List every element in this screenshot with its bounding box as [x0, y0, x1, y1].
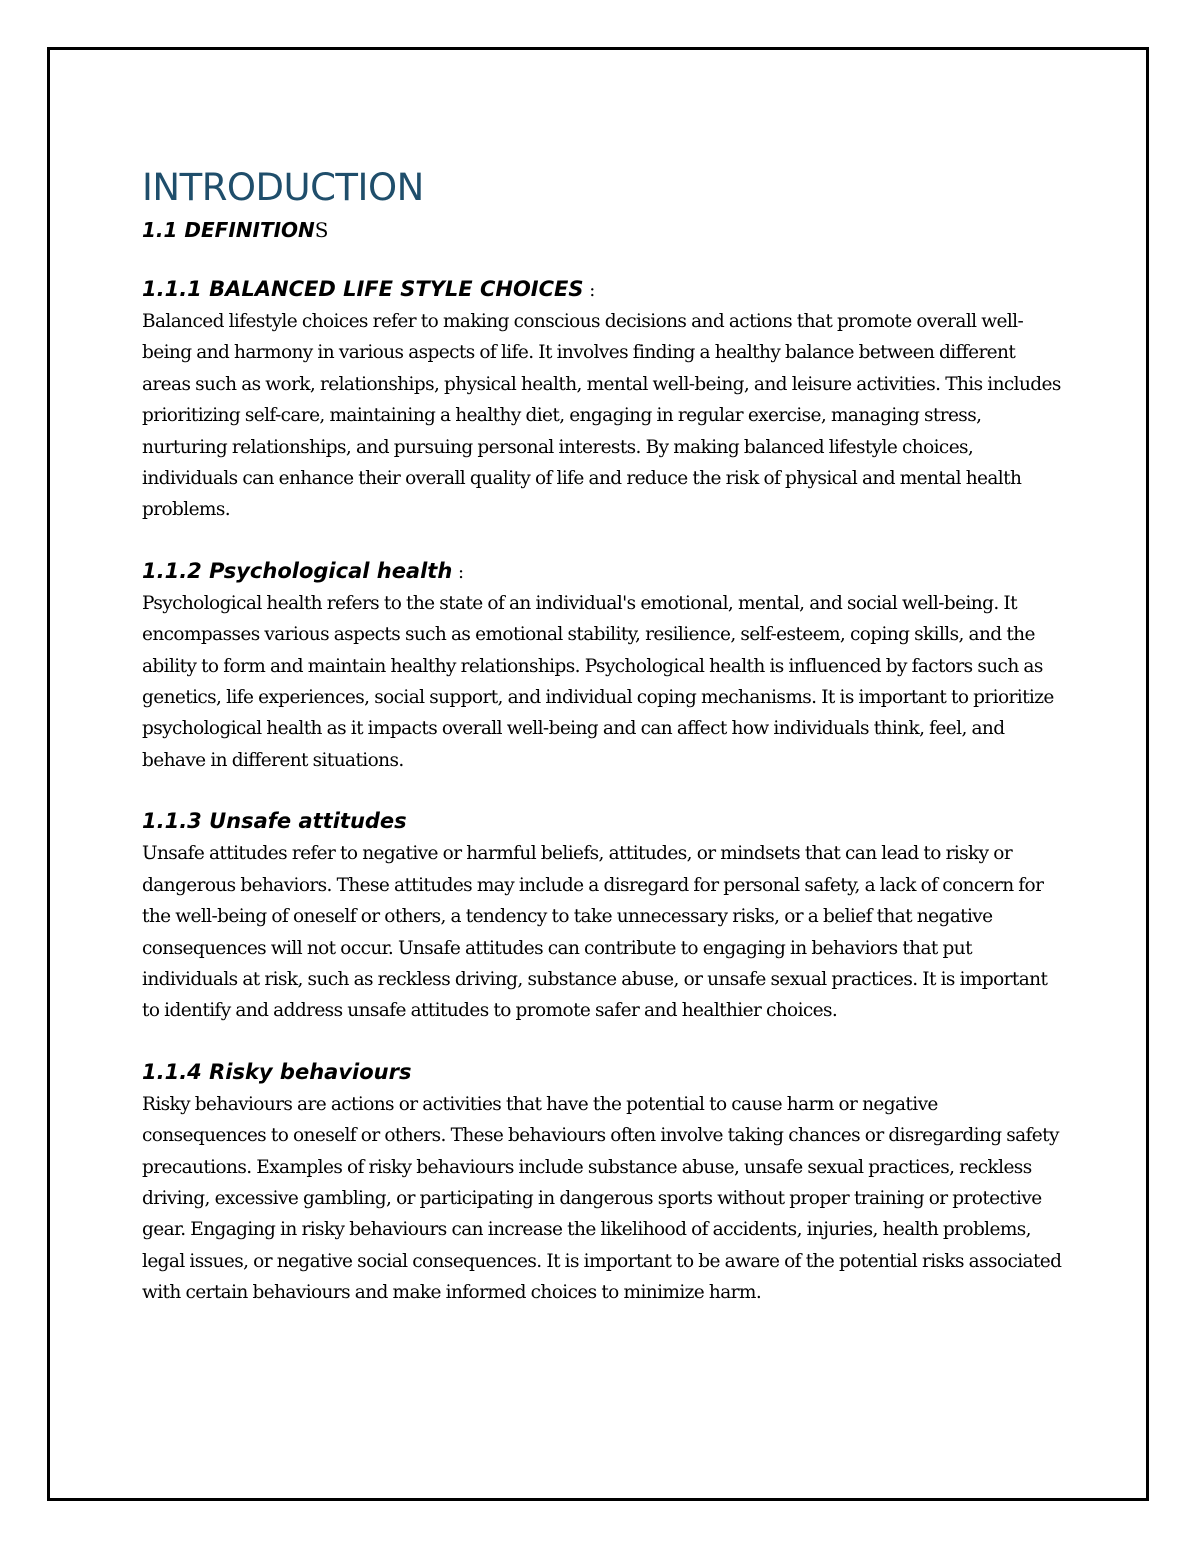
- subsection-paragraph: Risky behaviours are actions or activities that have the potential to cause harm or negative consequences to oneself or others. These behaviours often involve taking chances or disregarding safety precautions. Examples of risky behaviours include substance abuse, unsafe sexual practices, reckless driving, excessive gambling, or participating in dangerous sports without proper training or protective gear. Engaging in risky behaviours can increase the likelihood of accidents, injuries, health problems, legal issues, or negative social consequences. It is important to be aware of the potential risks associated with certain behaviours and make informed choices to minimize harm.: [142, 1093, 1062, 1304]
- heading-colon: :: [452, 561, 465, 583]
- subsection-heading: [142, 556, 1062, 588]
- subsection-heading: [142, 806, 1062, 838]
- document-content: [142, 168, 1062, 1309]
- subsection-heading-text: 1.1.2 Psychological health: [142, 558, 453, 583]
- section-heading: [142, 216, 1062, 244]
- subsection-paragraph: Psychological health refers to the state of an individual's emotional, mental, and social well-being. It encompasses various aspects such as emotional stability, resilience, self-esteem, coping skills, and the ability to form and maintain healthy relationships. Psychological health is influenced by factors such as genetics, life experiences, social support, and individual coping mechanisms. It is important to prioritize psychological health as it impacts overall well-being and can affect how individuals think, feel, and behave in different situations.: [142, 592, 1054, 771]
- section-heading-main: 1.1 DEFINITION: [142, 218, 315, 242]
- subsection-paragraph: Balanced lifestyle choices refer to making conscious decisions and actions that promote overall well-being and harmony in various aspects of life. It involves finding a healthy balance between different areas such as work, relationships, physical health, mental well-being, and leisure activities. This includes prioritizing self-care, maintaining a healthy diet, engaging in regular exercise, managing stress, nurturing relationships, and pursuing personal interests. By making balanced lifestyle choices, individuals can enhance their overall quality of life and reduce the risk of physical and mental health problems.: [142, 311, 1061, 521]
- subsection-paragraph: Unsafe attitudes refer to negative or harmful beliefs, attitudes, or mindsets that can lead to risky or dangerous behaviors. These attitudes may include a disregard for personal safety, a lack of concern for the well-being of oneself or others, a tendency to take unnecessary risks, or a belief that negative consequences will not occur. Unsafe attitudes can contribute to engaging in behaviors that put individuals at risk, such as reckless driving, substance abuse, or unsafe sexual practices. It is important to identify and address unsafe attitudes to promote safer and healthier choices.: [142, 843, 1048, 1022]
- subsection-heading: [142, 274, 1062, 306]
- subsection-unsafe-attitudes: [142, 806, 1062, 1026]
- subsection-risky-behaviours: [142, 1057, 1062, 1309]
- document-title: INTRODUCTION: [142, 166, 424, 209]
- heading-colon: :: [583, 280, 596, 301]
- subsection-heading-text: 1.1.4 Risky behaviours: [142, 1059, 412, 1084]
- subsection-heading-text: 1.1.3 Unsafe attitudes: [142, 809, 407, 834]
- subsection-heading-text: 1.1.1 BALANCED LIFE STYLE CHOICES: [142, 277, 584, 301]
- subsection-heading: [142, 1057, 1062, 1089]
- subsection-balanced-lifestyle: [142, 274, 1062, 526]
- subsection-psychological-health: [142, 556, 1062, 776]
- section-heading-tail: S: [314, 218, 329, 242]
